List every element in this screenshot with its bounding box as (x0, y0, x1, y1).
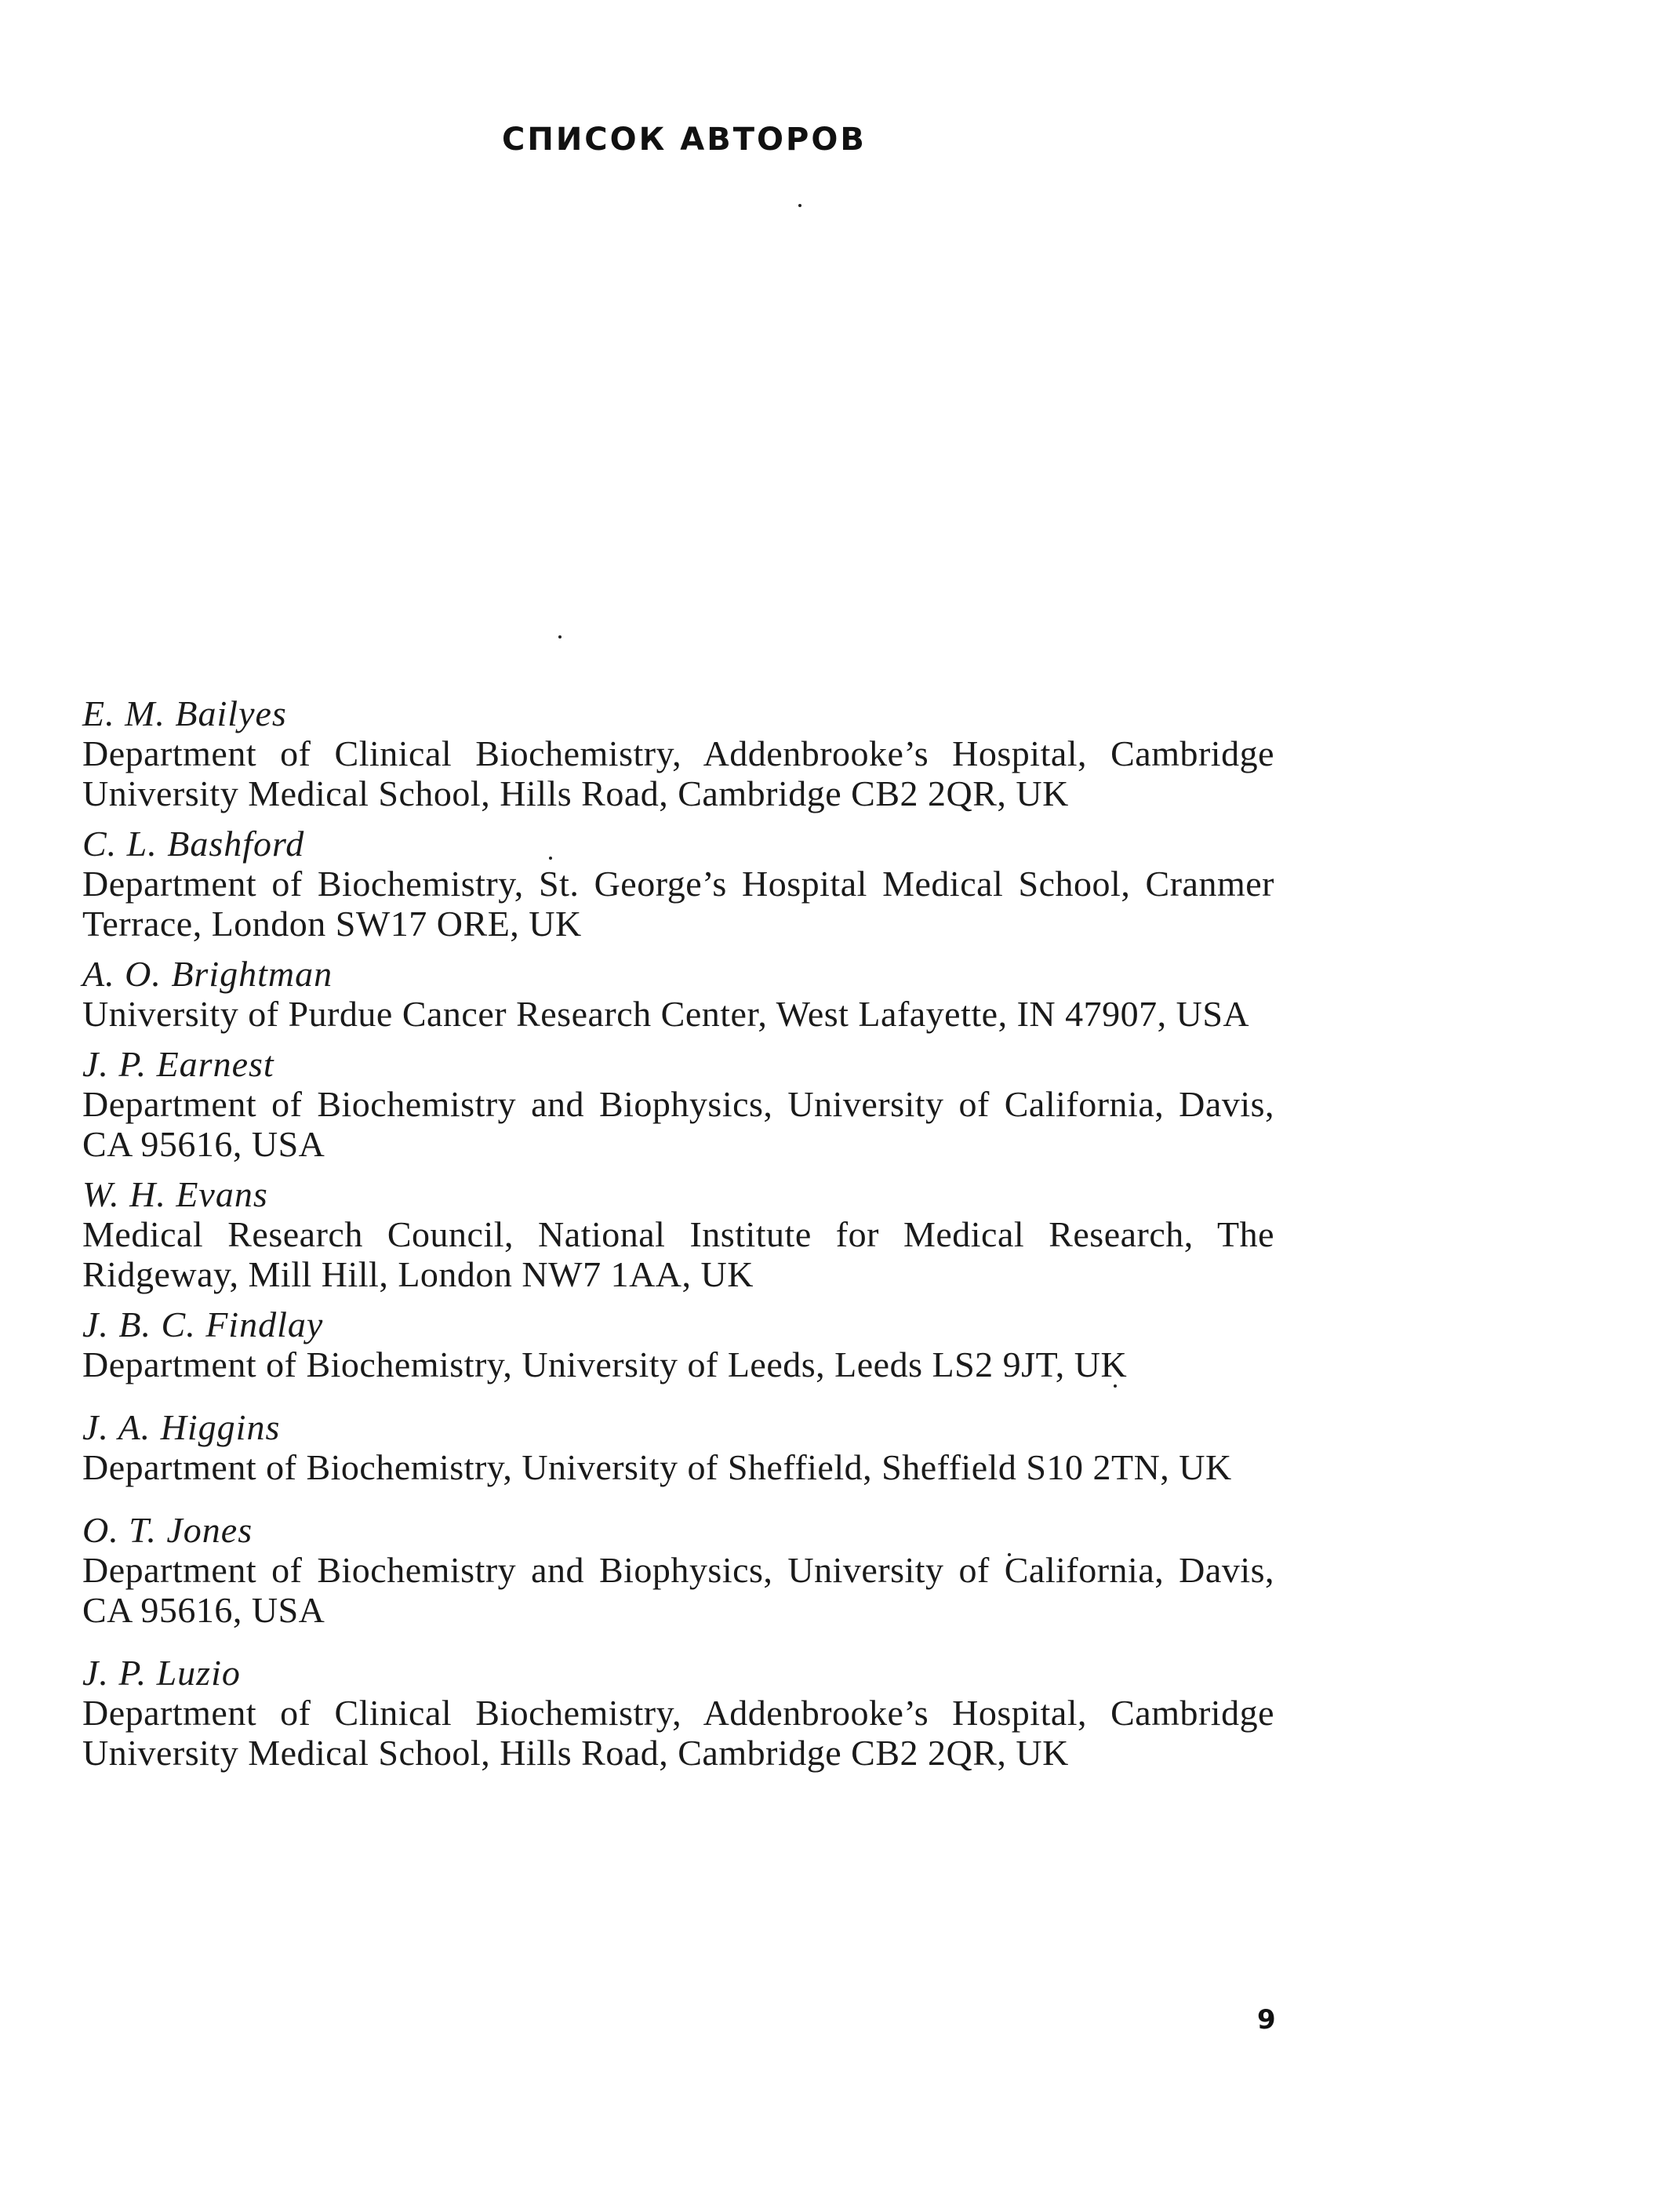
author-name: C. L. Bashford (82, 824, 305, 864)
author-entry (82, 1305, 1274, 1384)
author-entry (82, 1045, 1274, 1164)
author-affiliation: Department of Biochemistry and Biophysics, University of California, Davis, CA 95616, USA (82, 1550, 1274, 1630)
author-entry (82, 955, 1274, 1034)
author-name: A. O. Brightman (82, 954, 333, 994)
author-entry (82, 1408, 1274, 1487)
author-entry (82, 1654, 1274, 1773)
author-name: E. M. Bailyes (82, 693, 287, 733)
author-affiliation: Department of Biochemistry, St. George’s Hospital Medical School, Cranmer Terrace, London SW17 ORE, UK (82, 864, 1274, 944)
print-speck (558, 635, 562, 638)
author-entry (82, 694, 1274, 813)
author-entry (82, 1175, 1274, 1294)
author-affiliation: Department of Clinical Biochemistry, Addenbrooke’s Hospital, Cambridge University Medical School, Hills Road, Cambridge CB2 2QR, UK (82, 733, 1274, 813)
page-title: СПИСОК АВТОРОВ (502, 122, 867, 158)
author-affiliation: University of Purdue Cancer Research Center, West Lafayette, IN 47907, USA (82, 994, 1250, 1034)
author-affiliation: Department of Biochemistry, University of Sheffield, Sheffield S10 2TN, UK (82, 1447, 1232, 1487)
page-number: 9 (1257, 2004, 1276, 2036)
author-name: J. A. Higgins (82, 1407, 281, 1447)
author-name: W. H. Evans (82, 1174, 268, 1214)
author-affiliation: Department of Biochemistry, University of Leeds, Leeds LS2 9JT, UK (82, 1344, 1128, 1384)
author-affiliation: Department of Biochemistry and Biophysics, University of California, Davis, CA 95616, USA (82, 1084, 1274, 1164)
author-name: J. P. Earnest (82, 1044, 274, 1084)
author-entry (82, 1511, 1274, 1630)
author-list (82, 694, 1274, 1784)
author-name: O. T. Jones (82, 1510, 253, 1550)
author-affiliation: Medical Research Council, National Institute for Medical Research, The Ridgeway, Mill Hill, London NW7 1AA, UK (82, 1214, 1274, 1294)
print-speck (798, 204, 801, 207)
author-entry (82, 824, 1274, 944)
author-name: J. B. C. Findlay (82, 1304, 324, 1344)
author-affiliation: Department of Clinical Biochemistry, Addenbrooke’s Hospital, Cambridge University Medical School, Hills Road, Cambridge CB2 2QR, UK (82, 1693, 1274, 1773)
author-name: J. P. Luzio (82, 1653, 241, 1693)
